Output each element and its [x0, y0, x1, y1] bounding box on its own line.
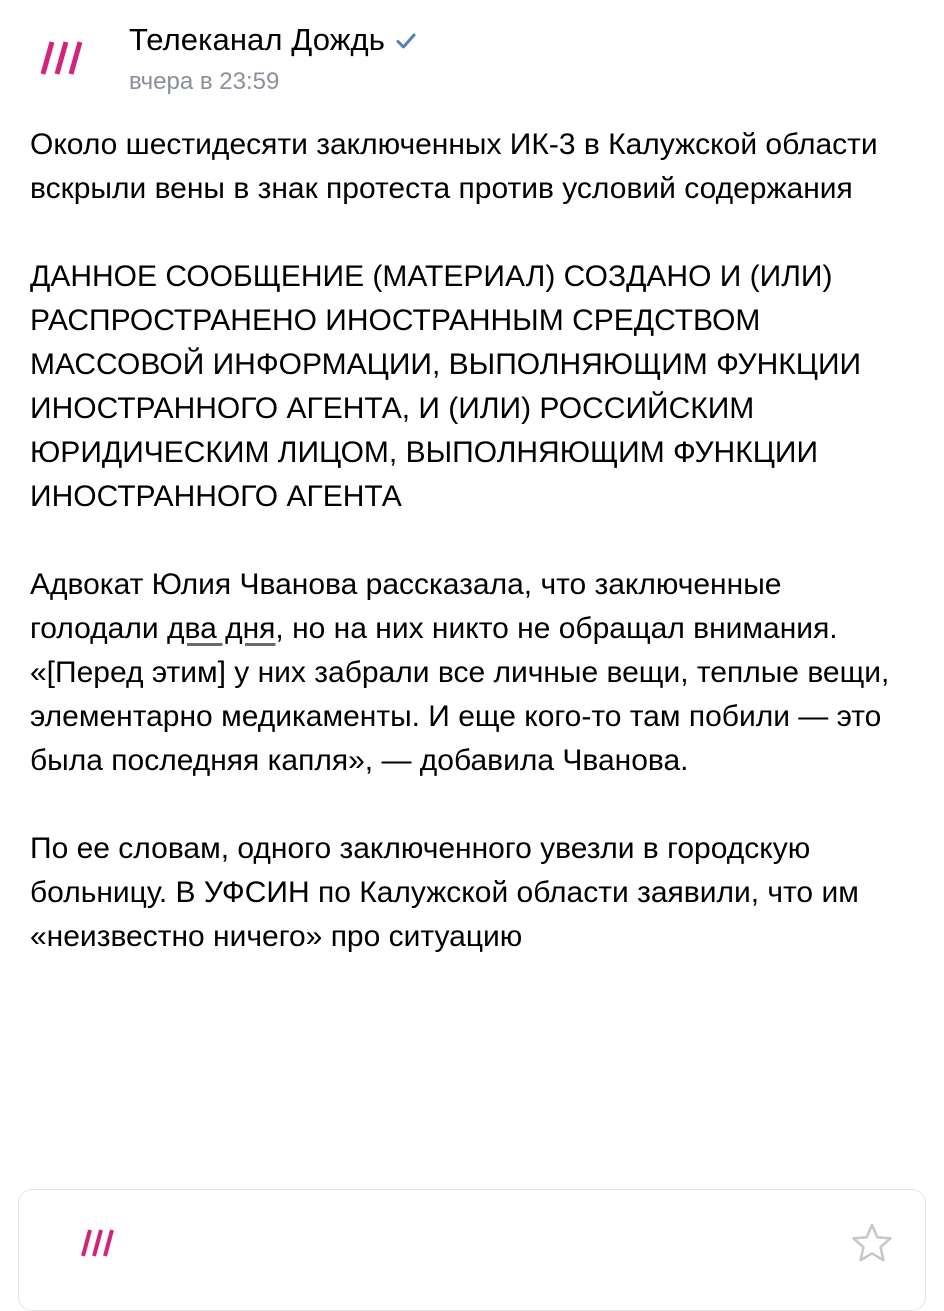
paragraph-3-text-end: , но на них никто не обращал внимания. «[Перед этим] у них забрали все личные вещи, теплые вещи, элементарно медикаменты. И еще кого-то там побили — это была последняя капля», — добавила Чванова.: [30, 612, 890, 777]
post-time[interactable]: вчера в 23:59: [129, 68, 280, 95]
star-icon[interactable]: [849, 1220, 895, 1266]
paragraph-3-text-start: Адвокат Юлия Чванова рассказала, что заключенные голодали: [30, 568, 782, 645]
dozhd-logo-icon[interactable]: [38, 36, 94, 80]
post-paragraph-3: [30, 563, 910, 783]
channel-name-row: [129, 22, 417, 58]
verified-check-icon: [395, 30, 417, 52]
post-paragraph-1: Около шестидесяти заключенных ИК-3 в Калужской области вскрыли вены в знак протеста против условий содержания: [30, 128, 878, 205]
post-text: [30, 123, 910, 959]
channel-name[interactable]: Телеканал Дождь: [129, 22, 385, 57]
post-paragraph-2: ДАННОЕ СООБЩЕНИЕ (МАТЕРИАЛ) СОЗДАНО И (ИЛИ) РАСПРОСТРАНЕНО ИНОСТРАННЫМ СРЕДСТВОМ МАССОВОЙ ИНФОРМАЦИИ, ВЫПОЛНЯЮЩИМ ФУНКЦИИ ИНОСТРАННОГО АГЕНТА, И (ИЛИ) РОССИЙСКИМ ЮРИДИЧЕСКИМ ЛИЦОМ, ВЫПОЛНЯЮЩИМ ФУНКЦИИ ИНОСТРАННОГО АГЕНТА: [30, 260, 862, 513]
post-header: [0, 0, 944, 110]
repost-card[interactable]: [18, 1189, 926, 1311]
post-paragraph-4: По ее словам, одного заключенного увезли в городскую больницу. В УФСИН по Калужской области заявили, что им «неизвестно ничего» про ситуацию: [30, 832, 859, 953]
date-link[interactable]: два дня: [166, 612, 276, 645]
dozhd-logo-icon: [79, 1226, 123, 1260]
